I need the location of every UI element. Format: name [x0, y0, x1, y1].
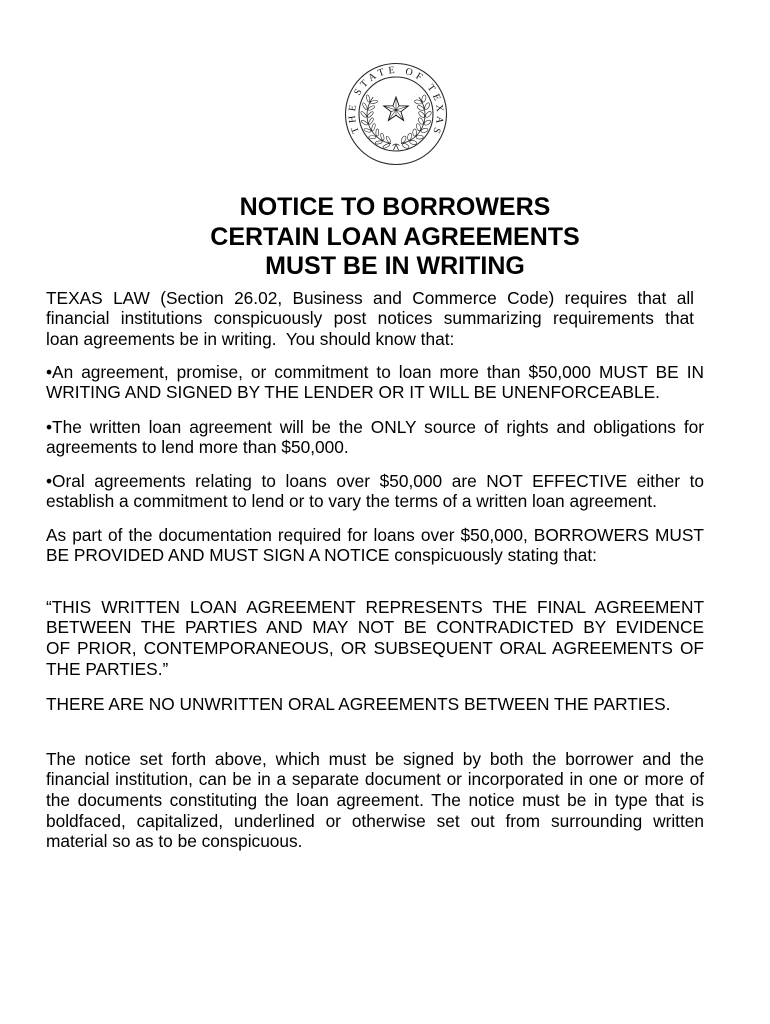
oak-branch-leaf [413, 129, 417, 136]
paragraph-line: the documents constituting the loan agreement. The notice must be in type that is [46, 789, 704, 810]
oak-branch-leaf [402, 143, 410, 150]
oak-branch-leaf [424, 102, 431, 110]
paragraph-line: material so as to be conspicuous. [46, 831, 303, 852]
olive-branch-leaf [367, 111, 374, 118]
paragraph-line: financial institution, can be in a separate document or incorporated in one or more of [46, 769, 704, 790]
no-oral-agreements-statement [46, 694, 704, 715]
paragraph-line: BE PROVIDED AND MUST SIGN A NOTICE conspicuously stating that: [46, 545, 597, 566]
bullet-paragraph [46, 417, 704, 458]
paragraph-line: The notice set forth above, which must be signed by both the borrower and the [46, 748, 704, 769]
paragraph-line: TEXAS LAW (Section 26.02, Business and Commerce Code) requires that all [46, 287, 694, 308]
oak-branch-leaf [418, 111, 426, 119]
paragraph-line: loan agreements be in writing. You should know that: [46, 328, 455, 349]
paragraph-line: WRITING AND SIGNED BY THE LENDER OR IT WILL BE UNENFORCEABLE. [46, 382, 660, 403]
title-line: NOTICE TO BORROWERS [239, 193, 551, 221]
oak-branch-leaf [409, 140, 417, 145]
olive-branch-leaf [375, 140, 383, 144]
paragraph-line: THERE ARE NO UNWRITTEN ORAL AGREEMENTS BETWEEN THE PARTIES. [46, 693, 671, 714]
paragraph-line: As part of the documentation required for loans over $50,000, BORROWERS MUST [46, 524, 704, 545]
intro-paragraph [46, 288, 694, 350]
paragraph-line: boldfaced, capitalized, underlined or otherwise set out from surrounding written [46, 810, 704, 831]
texas-state-seal-icon [343, 61, 449, 167]
paragraph-line: •An agreement, promise, or commitment to loan more than $50,000 MUST BE IN [46, 361, 704, 382]
wreath-ribbon [393, 144, 400, 150]
olive-branch-leaf [382, 143, 390, 149]
requirement-paragraph [46, 525, 704, 566]
title-line: MUST BE IN WRITING [265, 252, 525, 280]
notice-statement [46, 597, 704, 680]
title-line: CERTAIN LOAN AGREEMENTS [210, 222, 580, 251]
bullet-paragraph [46, 471, 704, 512]
paragraph-line: •Oral agreements relating to loans over $50,000 are NOT EFFECTIVE either to [46, 470, 704, 491]
paragraph-line: •The written loan agreement will be the ONLY source of rights and obligations for [46, 416, 704, 437]
olive-branch-leaf [362, 102, 368, 110]
seal-text: THE STATE OF TEXAS [346, 64, 446, 135]
paragraph-line: establish a commitment to lend or to vary the terms of a written loan agreement. [46, 491, 657, 512]
olive-branch-leaf [369, 136, 376, 139]
paragraph-line: THE PARTIES.” [46, 658, 169, 679]
bullet-paragraph [46, 362, 704, 403]
olive-branch-leaf [366, 95, 371, 103]
oak-branch-leaf [425, 110, 433, 118]
olive-branch-leaf [376, 129, 379, 136]
olive-branch-leaf [368, 117, 374, 125]
olive-branch-leaf [371, 123, 376, 131]
oak-branch-leaf [421, 95, 426, 103]
document-title [95, 193, 695, 282]
paragraph-line: financial institutions conspicuously post notices summarizing requirements that [46, 308, 694, 329]
paragraph-line: “THIS WRITTEN LOAN AGREEMENT REPRESENTS THE FINAL AGREEMENT [46, 596, 704, 617]
closing-paragraph [46, 749, 704, 853]
oak-branch-leaf [416, 135, 423, 139]
olive-branch-leaf [360, 111, 367, 118]
paragraph-line: BETWEEN THE PARTIES AND MAY NOT BE CONTRADICTED BY EVIDENCE [46, 617, 704, 638]
paragraph-line: agreements to lend more than $50,000. [46, 437, 349, 458]
paragraph-line: OF PRIOR, CONTEMPORANEOUS, OR SUBSEQUENT ORAL AGREEMENTS OF [46, 637, 704, 658]
oak-branch-leaf [416, 123, 422, 131]
